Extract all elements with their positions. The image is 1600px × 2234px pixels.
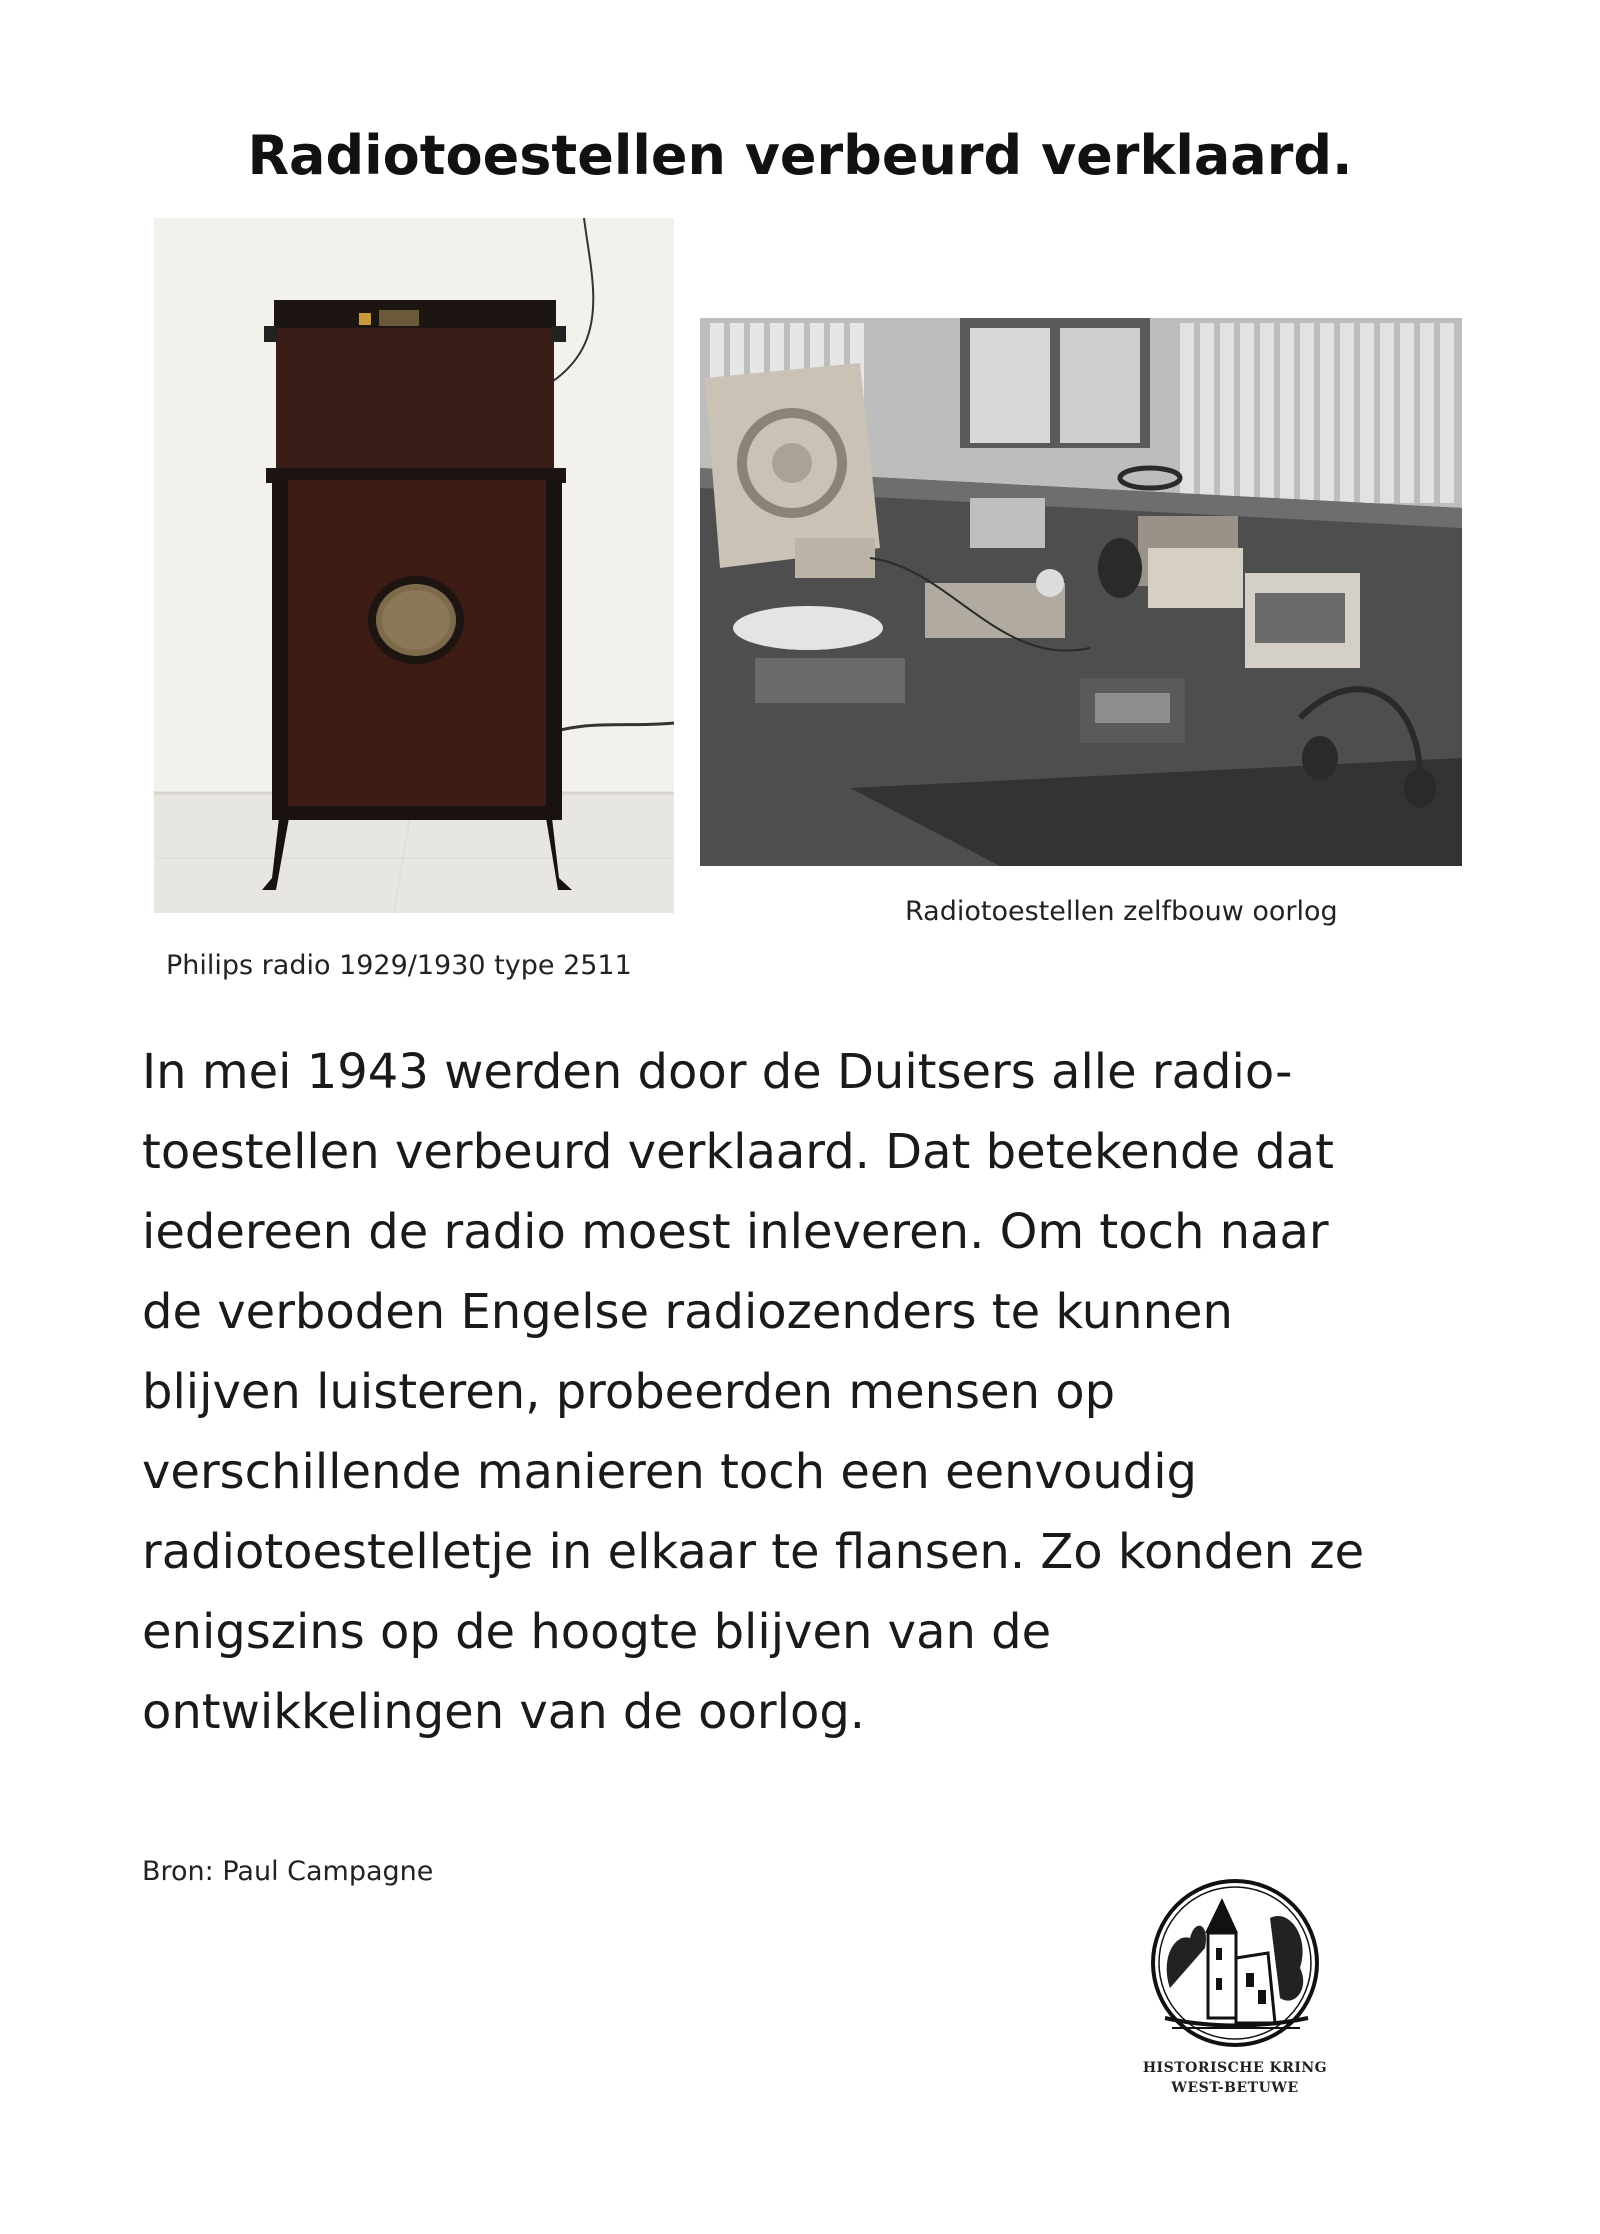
article-body bbox=[142, 1032, 1482, 1752]
homemade-radios-photo bbox=[700, 318, 1462, 866]
article-line: radiotoestelletje in elkaar te flansen. Zo konden ze bbox=[142, 1524, 1365, 1580]
article-line: ontwikkelingen van de oorlog. bbox=[142, 1684, 866, 1740]
article-line: verschillende manieren toch een eenvoudig bbox=[142, 1444, 1198, 1500]
source-credit: Bron: Paul Campagne bbox=[142, 1856, 434, 1887]
page-title: Radiotoestellen verbeurd verklaard. bbox=[247, 124, 1353, 187]
historische-kring-logo bbox=[1150, 1878, 1320, 2048]
article-line: enigszins op de hoogte blijven van de bbox=[142, 1604, 1052, 1660]
article-line: toestellen verbeurd verklaard. Dat betekende dat bbox=[142, 1124, 1334, 1180]
article-line: iedereen de radio moest inleveren. Om toch naar bbox=[142, 1204, 1329, 1260]
article-line: In mei 1943 werden door de Duitsers alle radio- bbox=[142, 1044, 1293, 1100]
right-photo-caption: Radiotoestellen zelfbouw oorlog bbox=[905, 896, 1338, 927]
left-photo-caption: Philips radio 1929/1930 type 2511 bbox=[166, 950, 632, 981]
philips-radio-photo bbox=[154, 218, 674, 913]
logo-text-line2: WEST-BETUWE bbox=[1171, 2080, 1299, 2096]
logo-text-line1: HISTORISCHE KRING bbox=[1142, 2060, 1328, 2076]
article-line: de verboden Engelse radiozenders te kunnen bbox=[142, 1284, 1233, 1340]
article-line: blijven luisteren, probeerden mensen op bbox=[142, 1364, 1116, 1420]
